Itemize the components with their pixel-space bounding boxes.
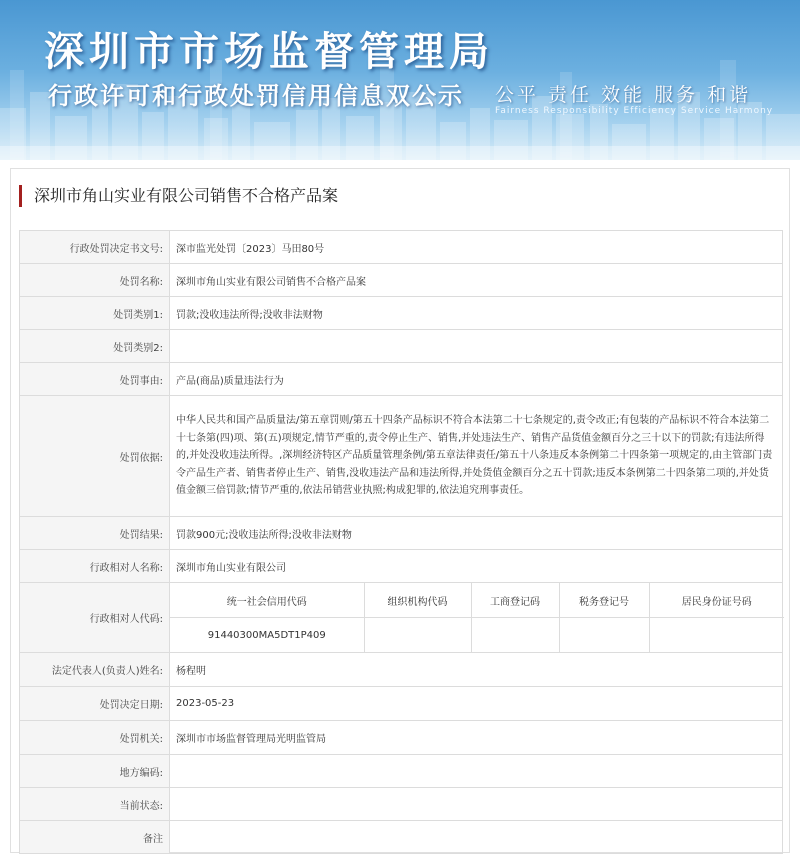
row-value xyxy=(170,788,783,821)
row-label: 行政相对人名称: xyxy=(20,550,170,583)
row-label: 法定代表人(负责人)姓名: xyxy=(20,653,170,687)
row-value: 产品(商品)质量违法行为 xyxy=(170,363,783,396)
site-subtitle: 行政许可和行政处罚信用信息双公示 xyxy=(48,82,464,110)
code-header: 居民身份证号码 xyxy=(649,583,784,618)
row-value xyxy=(170,821,783,854)
row-value: 深圳市角山实业有限公司 xyxy=(170,550,783,583)
code-value xyxy=(649,618,784,653)
row-value: 中华人民共和国产品质量法/第五章罚则/第五十四条产品标识不符合本法第二十七条规定的,责令改正;有包装的产品标识不符合本法第二十七条第(四)项、第(五)项规定,情节严重的,责令停止生产、销售,并处违法生产、销售产品货值金额百分之三十以下的罚款;有违法所得的,并处没收违法所得。,深圳经济特区产品质量管理条例/第五章法律责任/第五十八条违反本条例第二十四条第一项规定的,由主管部门责令产品生产者、销售者停止生产、销售,没收违法产品和违法所得,并处货值金额百分之五十罚款;违反本条例第二十四条第二项的,并处货值金额三倍罚款;情节严重的,依法吊销营业执照;构成犯罪的,依法追究刑事责任。 xyxy=(170,396,783,517)
code-header: 税务登记号 xyxy=(559,583,649,618)
row-value: 深圳市市场监督管理局光明监管局 xyxy=(170,721,783,755)
row-label: 行政相对人代码: xyxy=(20,583,170,653)
table-row xyxy=(20,755,783,788)
table-row xyxy=(20,517,783,550)
code-value xyxy=(364,618,471,653)
table-row xyxy=(20,687,783,721)
row-value: 罚款900元;没收违法所得;没收非法财物 xyxy=(170,517,783,550)
table-row xyxy=(20,550,783,583)
row-label: 处罚类别1: xyxy=(20,297,170,330)
table-row xyxy=(20,297,783,330)
row-value: 深圳市角山实业有限公司销售不合格产品案 xyxy=(170,264,783,297)
slogan-english: Fairness Responsibility Efficiency Service Harmony xyxy=(495,106,774,116)
case-info-table xyxy=(19,230,783,854)
codes-value-row xyxy=(170,618,784,653)
row-value: 罚款;没收违法所得;没收非法财物 xyxy=(170,297,783,330)
code-value xyxy=(559,618,649,653)
row-value: 2023-05-23 xyxy=(170,687,783,721)
table-row xyxy=(20,231,783,264)
row-value: 杨程明 xyxy=(170,653,783,687)
agency-title: 深圳市市场监督管理局 xyxy=(44,29,494,75)
code-header: 工商登记码 xyxy=(471,583,559,618)
table-row xyxy=(20,653,783,687)
code-header: 组织机构代码 xyxy=(364,583,471,618)
table-row xyxy=(20,583,783,653)
codes-table xyxy=(170,583,784,652)
row-label: 处罚机关: xyxy=(20,721,170,755)
table-row xyxy=(20,788,783,821)
row-label: 处罚结果: xyxy=(20,517,170,550)
row-value: 深市监光处罚〔2023〕马田80号 xyxy=(170,231,783,264)
credit-code-value: 91440300MA5DT1P409 xyxy=(170,618,364,653)
codes-cell xyxy=(170,583,783,653)
row-value xyxy=(170,755,783,788)
row-label: 处罚事由: xyxy=(20,363,170,396)
row-value xyxy=(170,330,783,363)
code-value xyxy=(471,618,559,653)
table-row xyxy=(20,264,783,297)
row-label: 备注 xyxy=(20,821,170,854)
row-label: 地方编码: xyxy=(20,755,170,788)
table-row xyxy=(20,330,783,363)
row-label: 处罚决定日期: xyxy=(20,687,170,721)
row-label: 处罚依据: xyxy=(20,396,170,517)
case-detail-panel xyxy=(10,168,790,853)
row-label: 行政处罚决定书文号: xyxy=(20,231,170,264)
header-banner xyxy=(0,0,800,160)
table-row xyxy=(20,821,783,854)
case-title: 深圳市角山实业有限公司销售不合格产品案 xyxy=(19,185,338,207)
codes-header-row xyxy=(170,583,784,618)
table-row xyxy=(20,396,783,517)
row-label: 处罚类别2: xyxy=(20,330,170,363)
row-label: 当前状态: xyxy=(20,788,170,821)
row-label: 处罚名称: xyxy=(20,264,170,297)
table-row xyxy=(20,721,783,755)
slogan: 公平 责任 效能 服务 和谐 xyxy=(495,84,752,106)
table-row xyxy=(20,363,783,396)
code-header: 统一社会信用代码 xyxy=(170,583,364,618)
